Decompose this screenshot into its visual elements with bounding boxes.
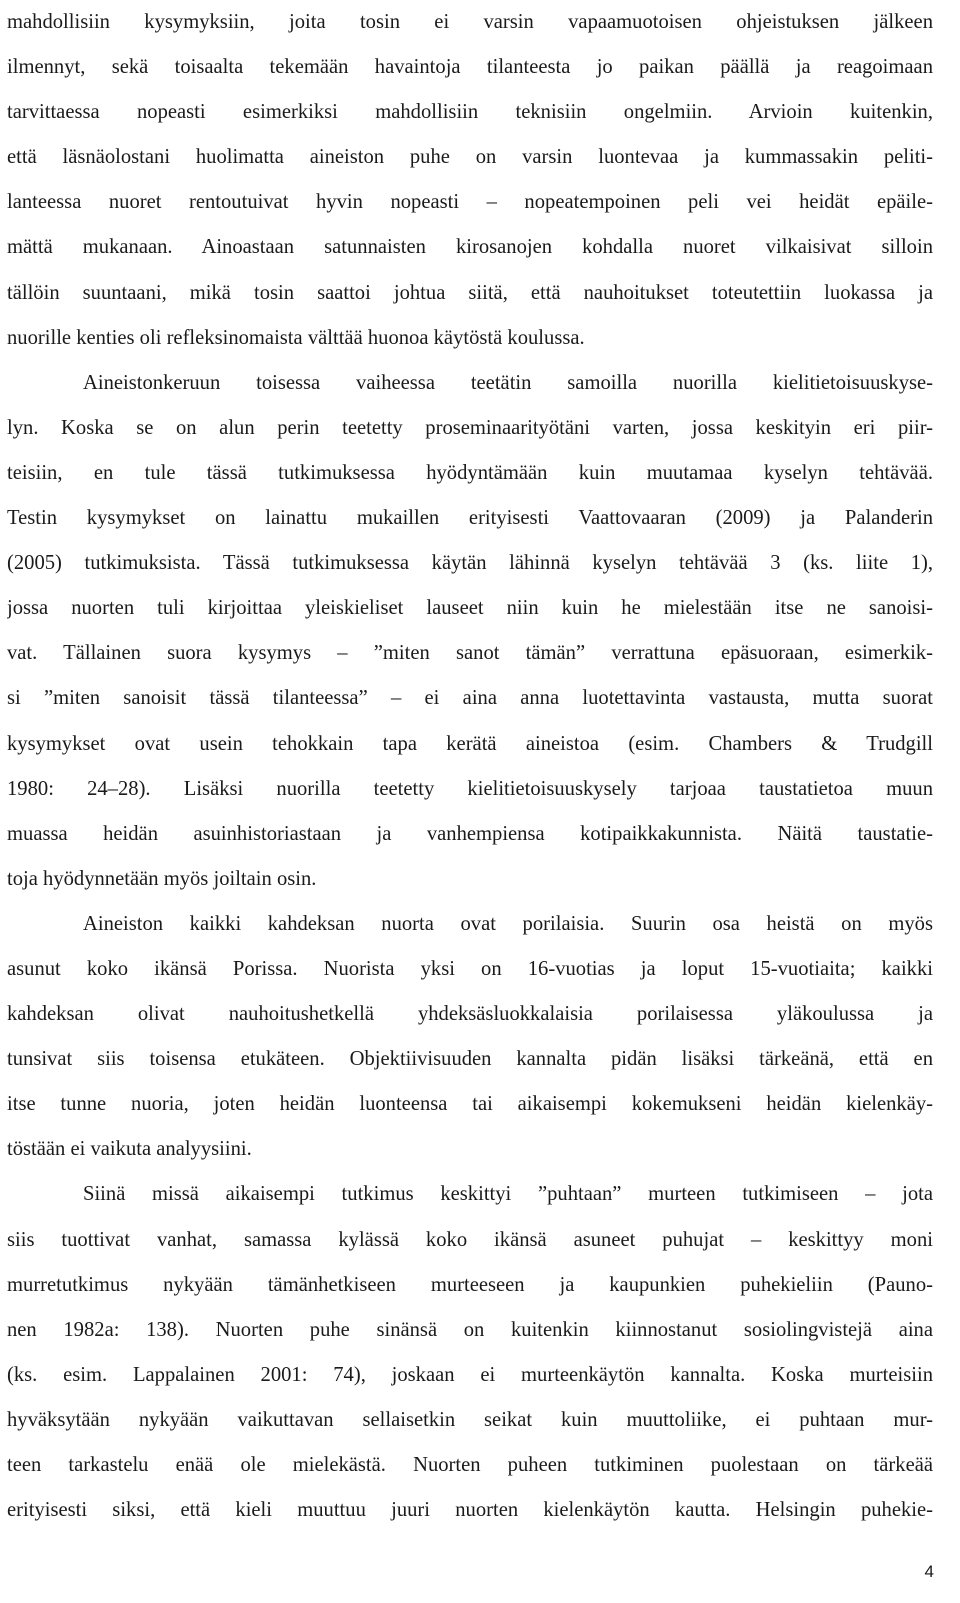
text-line: hyväksytään nykyään vaikuttavan sellaisetkin seikat kuin muuttoliike, ei puhtaan mur- [7,1408,933,1431]
text-line: nen 1982a: 138). Nuorten puhe sinänsä on kuitenkin kiinnostanut sosiolingvistejä aina [7,1318,933,1341]
text-line: tarvittaessa nopeasti esimerkiksi mahdollisiin teknisiin ongelmiin. Arvioin kuitenkin, [7,101,933,124]
text-line: teen tarkastelu enää ole mielekästä. Nuorten puheen tutkiminen puolestaan on tärkeää [7,1454,933,1476]
paragraph-first-line: Aineiston kaikki kahdeksan nuorta ovat porilaisia. Suurin osa heistä on myös [83,912,933,935]
text-line: tunsivat siis toisensa etukäteen. Objektiivisuuden kannalta pidän lisäksi tärkeänä, että en [7,1048,933,1071]
text-line: töstään ei vaikuta analyysiini. [7,1138,252,1161]
text-line: teisiin, en tule tässä tutkimuksessa hyödyntämään kuin muutamaa kyselyn tehtävää. [7,461,933,484]
text-line: ilmennyt, sekä toisaalta tekemään havaintoja tilanteesta jo paikan päällä ja reagoimaan [7,56,933,79]
text-line: että läsnäolostani huolimatta aineiston puhe on varsin luontevaa ja kummassakin peliti- [7,146,933,169]
text-line: toja hyödynnetään myös joiltain osin. [7,867,317,890]
text-line: kahdeksan olivat nauhoitushetkellä yhdeksäsluokkalaisia porilaisessa yläkoulussa ja [7,1003,933,1026]
text-line: mahdollisiin kysymyksiin, joita tosin ei varsin vapaamuotoisen ohjeistuksen jälkeen [7,11,933,33]
text-line: 1980: 24–28). Lisäksi nuorilla teetetty kielitietoisuuskysely tarjoaa taustatietoa muun [7,777,933,800]
text-line: kysymykset ovat usein tehokkain tapa kerätä aineistoa (esim. Chambers & Trudgill [7,732,933,755]
text-line: tällöin suuntaani, mikä tosin saattoi johtua siitä, että nauhoitukset toteutettiin luokassa ja [7,281,933,304]
text-line: vat. Tällainen suora kysymys – ”miten sanot tämän” verrattuna epäsuoraan, esimerkik- [7,642,933,665]
text-line: erityisesti siksi, että kieli muuttuu juuri nuorten kielenkäytön kautta. Helsingin puhekie- [7,1499,933,1522]
text-line: lyn. Koska se on alun perin teetetty proseminaarityötäni varten, jossa keskityin eri piir- [7,416,933,439]
text-line: si ”miten sanoisit tässä tilanteessa” – ei aina anna luotettavinta vastausta, mutta suorat [7,687,933,710]
text-line: siis tuottivat vanhat, samassa kylässä koko ikänsä asuneet puhujat – keskittyy moni [7,1228,933,1251]
text-line: Testin kysymykset on lainattu mukaillen erityisesti Vaattovaaran (2009) ja Palanderin [7,507,933,530]
text-line: jossa nuorten tuli kirjoittaa yleiskieliset lauseet niin kuin he mielestään itse ne sanoisi- [7,597,933,620]
text-line: lanteessa nuoret rentoutuivat hyvin nopeasti – nopeatempoinen peli vei heidät epäile- [7,191,933,214]
text-line: (ks. esim. Lappalainen 2001: 74), joskaan ei murteenkäytön kannalta. Koska murteisiin [7,1363,933,1386]
text-line: mättä mukanaan. Ainoastaan satunnaisten kirosanojen kohdalla nuoret vilkaisivat silloin [7,236,933,259]
page-number: 4 [924,1562,934,1581]
document-page [7,0,933,1533]
text-line: murretutkimus nykyään tämänhetkiseen murteeseen ja kaupunkien puhekieliin (Pauno- [7,1273,933,1296]
text-line: asunut koko ikänsä Porissa. Nuorista yksi on 16-vuotias ja loput 15-vuotiaita; kaikki [7,957,933,980]
text-line: muassa heidän asuinhistoriastaan ja vanhempiensa kotipaikkakunnista. Näitä taustatie- [7,822,933,845]
paragraph-first-line: Siinä missä aikaisempi tutkimus keskittyi ”puhtaan” murteen tutkimiseen – jota [83,1183,933,1206]
paragraph-first-line: Aineistonkeruun toisessa vaiheessa teetätin samoilla nuorilla kielitietoisuuskyse- [83,371,933,394]
text-line: nuorille kenties oli refleksinomaista välttää huonoa käytöstä koulussa. [7,326,585,349]
text-line: itse tunne nuoria, joten heidän luonteensa tai aikaisempi kokemukseni heidän kielenkäy- [7,1093,933,1116]
text-line: (2005) tutkimuksista. Tässä tutkimuksessa käytän lähinnä kyselyn tehtävää 3 (ks. liite 1), [7,552,933,575]
